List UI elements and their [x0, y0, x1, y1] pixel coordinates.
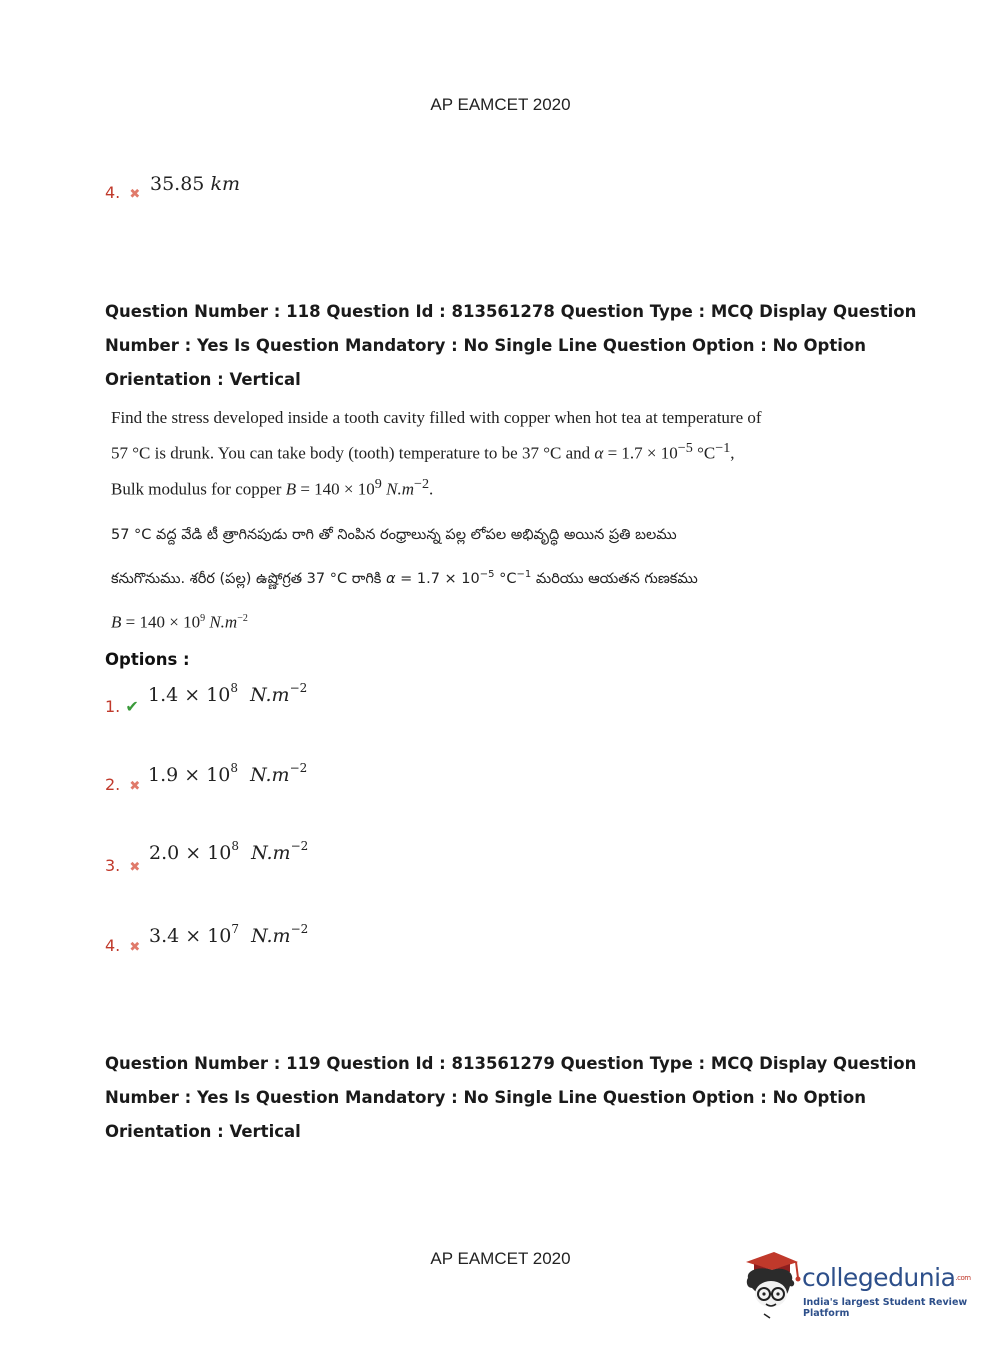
exponent: 9 [200, 612, 206, 624]
option-unit: km [210, 173, 240, 195]
option-4-value[interactable] [149, 922, 309, 947]
check-icon: ✔ [125, 697, 139, 716]
exponent: −2 [290, 922, 309, 936]
question-line [111, 433, 751, 469]
text-run: = 1.7 × 10 [603, 443, 678, 463]
exponent: −2 [289, 761, 308, 775]
exponent: −2 [289, 681, 308, 695]
alpha-symbol: α [594, 443, 604, 463]
meta-line: Question Number : 119 Question Id : 813561279 Question Type : MCQ Display Question [105, 1054, 917, 1073]
exponent: −2 [413, 475, 430, 492]
option-mantissa: 3.4 × 10 [149, 925, 232, 947]
meta-line: Number : Yes Is Question Mandatory : No Single Line Question Option : No Option [105, 1088, 866, 1107]
option-unit: N.m [251, 925, 291, 947]
meta-line: Orientation : Vertical [105, 370, 301, 389]
meta-line: Question Number : 118 Question Id : 813561278 Question Type : MCQ Display Question [105, 302, 917, 321]
unit: N.m [381, 479, 414, 499]
question-line [111, 599, 751, 643]
brand-tagline: India's largest Student Review Platform [803, 1297, 968, 1319]
option-mantissa: 2.0 × 10 [149, 842, 232, 864]
unit: N.m [205, 612, 238, 632]
option-1-marker [105, 697, 139, 716]
exponent: −5 [677, 440, 693, 456]
option-number: 2. [105, 775, 121, 794]
option-number: 4. [105, 183, 121, 202]
question-line [111, 555, 751, 599]
question-line [111, 469, 751, 505]
text-run: = 140 × 10 [296, 479, 375, 499]
cross-icon: ✖ [129, 779, 141, 794]
option-mantissa: 1.9 × 10 [148, 764, 231, 786]
text-run: °C [494, 570, 517, 587]
text-run: = 140 × 10 [121, 612, 201, 632]
exponent: 7 [231, 922, 240, 936]
text-run: 57 °C is drunk. You can take body (tooth) temperature to be 37 °C and [111, 443, 595, 463]
exponent: −2 [290, 839, 309, 853]
question-line: 57 °C వద్ద వేడి టీ త్రాగినపుడు రాగి తో నింపిన రంధ్రాలున్న పల్ల లోపల అభివృద్ధి అయిన ప్రతి బలము [111, 527, 677, 543]
option-unit: N.m [250, 684, 290, 706]
collegedunia-mascot-icon [740, 1248, 802, 1320]
text-run: కనుగొనుము. శరీర (పల్ల) ఉష్ణోగ్రత 37 °C రాగికి [111, 570, 386, 587]
question-119-meta [105, 1047, 917, 1149]
brand-suffix: .com [955, 1274, 971, 1282]
symbol: B [111, 612, 122, 632]
question-118-telugu [111, 515, 751, 642]
text-run: , [730, 443, 735, 463]
exponent: −1 [516, 569, 532, 580]
prev-option-4-value [150, 173, 240, 195]
exponent: 9 [374, 475, 382, 492]
exponent: −1 [715, 440, 731, 456]
cross-icon: ✖ [129, 860, 141, 875]
brand-name: collegedunia [802, 1263, 956, 1292]
cross-icon: ✖ [129, 187, 141, 202]
meta-line: Orientation : Vertical [105, 1122, 301, 1141]
option-3-marker [105, 856, 140, 875]
exponent: −2 [237, 612, 248, 624]
text-run: °C [692, 443, 716, 463]
option-2-marker [105, 775, 140, 794]
text-run: = 1.7 × 10 [395, 570, 480, 587]
option-number: 1. [105, 697, 121, 716]
option-number: 4. [105, 936, 121, 955]
exponent: 8 [230, 681, 239, 695]
option-mantissa: 1.4 × 10 [148, 684, 231, 706]
page-footer: AP EAMCET 2020 [430, 1249, 571, 1268]
option-2-value[interactable] [148, 761, 308, 786]
option-unit: N.m [251, 842, 291, 864]
alpha-symbol: α [385, 570, 396, 587]
exponent: 8 [231, 839, 240, 853]
option-4-marker [105, 936, 140, 955]
brand-wordmark [802, 1263, 971, 1292]
text-run: మరియు ఆయతన గుణకము [531, 570, 698, 587]
option-value: 35.85 [150, 173, 205, 195]
text-run: Bulk modulus for copper [111, 479, 286, 499]
option-3-value[interactable] [149, 839, 309, 864]
text-run: . [429, 479, 434, 499]
question-line: Find the stress developed inside a tooth cavity filled with copper when hot tea at temperature of [111, 408, 762, 427]
page-header: AP EAMCET 2020 [430, 95, 571, 114]
meta-line: Number : Yes Is Question Mandatory : No Single Line Question Option : No Option [105, 336, 866, 355]
prev-option-4 [105, 183, 140, 202]
option-number: 3. [105, 856, 121, 875]
option-unit: N.m [250, 764, 290, 786]
exponent: 8 [230, 761, 239, 775]
question-118-english [111, 403, 762, 504]
exponent: −5 [479, 569, 495, 580]
options-label: Options : [105, 650, 190, 669]
question-118-meta [105, 295, 917, 397]
cross-icon: ✖ [129, 940, 141, 955]
symbol: B [285, 479, 297, 499]
option-1-value[interactable] [148, 681, 308, 706]
